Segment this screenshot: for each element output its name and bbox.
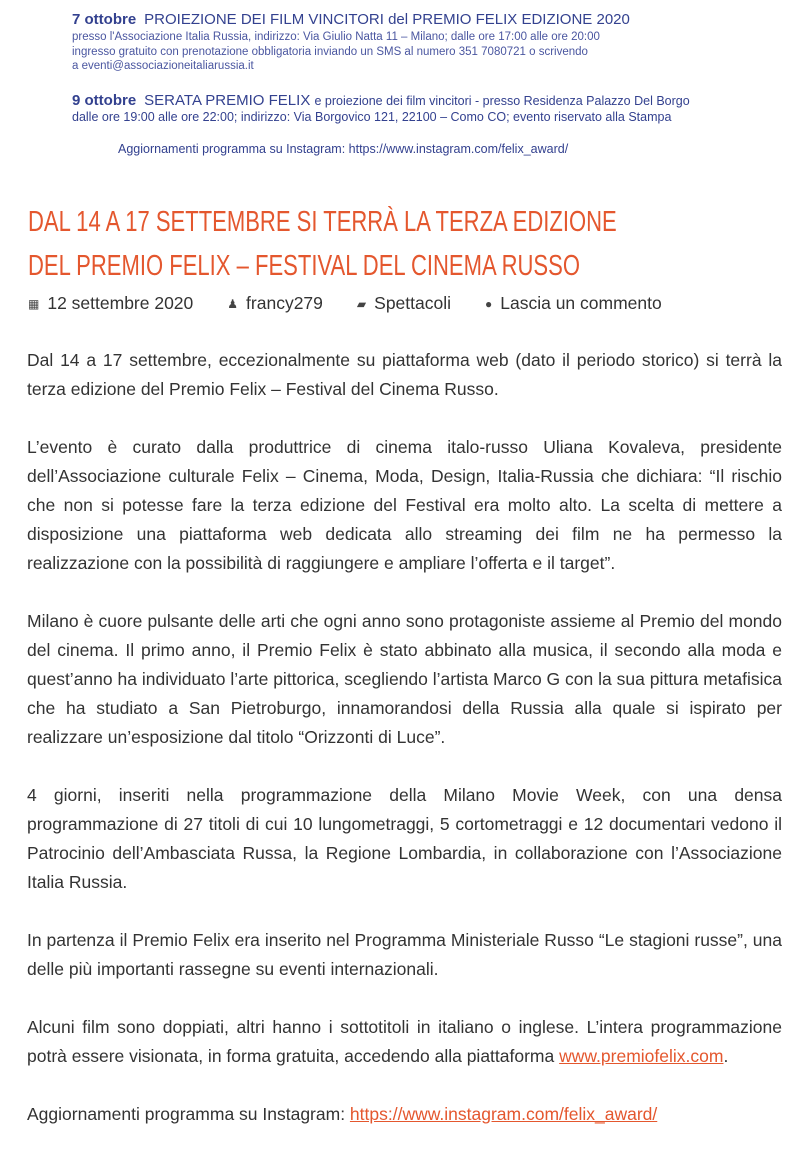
instagram-link[interactable]: https://www.instagram.com/felix_award/: [349, 1104, 658, 1124]
calendar-icon: ▦: [28, 296, 40, 311]
post-meta: [28, 293, 696, 314]
comment-icon: ●: [485, 296, 493, 311]
category-text: Spettacoli: [374, 293, 451, 313]
event-date: 9 ottobre: [72, 92, 137, 109]
post-content: [27, 346, 782, 1158]
event-desc: e proiezione dei film vincitori - presso Residenza Palazzo Del Borgo: [314, 94, 690, 108]
paragraph: Milano è cuore pulsante delle arti che ogni anno sono protagoniste assieme al Premio del mondo del cinema. Il primo anno, il Premio Felix è stato abbinato alla musica, il secondo alla moda e quest’anno ha individuato l’arte pittorica, scegliendo l’artista Marco G con la sua pittura metafisica che ha studiato a San Pietroburgo, innamorandosi della Russia alla quale si ispirato per realizzare un’esposizione dal titolo “Orizzonti di Luce”.: [27, 611, 782, 747]
event-title: PROIEZIONE DEI FILM VINCITORI del PREMIO FELIX EDIZIONE 2020: [144, 11, 630, 28]
event-date: 7 ottobre: [72, 11, 137, 28]
post-comment-link[interactable]: [485, 293, 662, 314]
post-date[interactable]: [28, 293, 193, 314]
paragraph-text: Aggiornamenti programma su Instagram:: [27, 1104, 350, 1124]
paragraph-text: .: [723, 1046, 729, 1066]
post-author[interactable]: [227, 293, 323, 314]
folder-icon: ▰: [356, 296, 367, 311]
event-1-heading: [72, 11, 630, 28]
comment-text: Lascia un commento: [500, 293, 662, 313]
event-1-line: a eventi@associazioneitaliarussia.it: [72, 60, 254, 72]
post-category[interactable]: [357, 293, 451, 314]
premiofelix-link[interactable]: www.premiofelix.com: [559, 1046, 724, 1066]
paragraph: In partenza il Premio Felix era inserito nel Programma Ministeriale Russo “Le stagioni russe”, una delle più importanti rassegne su eventi internazionali.: [27, 930, 782, 979]
post-title: [28, 200, 617, 288]
paragraph: Dal 14 a 17 settembre, eccezionalmente su piattaforma web (dato il periodo storico) si terrà la terza edizione del Premio Felix – Festival del Cinema Russo.: [27, 350, 782, 399]
paragraph: L’evento è curato dalla produttrice di cinema italo-russo Uliana Kovaleva, presidente dell’Associazione culturale Felix – Cinema, Moda, Design, Italia-Russia che dichiara: “Il rischio che non si potesse fare la terza edizione del Festival era molto alto. La scelta di mettere a disposizione una piattaforma web dedicata allo streaming dei film ne ha permesso la realizzazione con la possibilità di raggiungere e ampliare l’offerta e il target”.: [27, 437, 782, 573]
paragraph: [27, 1100, 782, 1129]
post-title-line: DAL 14 A 17 SETTEMBRE SI TERRÀ LA TERZA EDIZIONE: [28, 206, 617, 238]
paragraph: 4 giorni, inseriti nella programmazione della Milano Movie Week, con una densa programmazione di 27 titoli di cui 10 lungometraggi, 5 cortometraggi e 12 documentari vedono il Patrocinio dell’Ambasciata Russa, la Regione Lombardia, in collaborazione con l’Associazione Italia Russia.: [27, 785, 782, 892]
event-1-line: ingresso gratuito con prenotazione obbligatoria inviando un SMS al numero 351 7080721 o scrivendo: [72, 46, 588, 58]
post-title-line: DEL PREMIO FELIX – FESTIVAL DEL CINEMA RUSSO: [28, 250, 580, 282]
event-banner-image: [0, 0, 800, 170]
author-text: francy279: [246, 293, 323, 313]
event-1-line: presso l'Associazione Italia Russia, indirizzo: Via Giulio Natta 11 – Milano; dalle ore 17:00 alle ore 20:00: [72, 31, 600, 43]
event-2-heading: [72, 92, 690, 109]
paragraph-text: Alcuni film sono doppiati, altri hanno i sottotitoli in italiano o inglese. L’intera programmazione potrà essere visionata, in forma gratuita, accedendo alla piattaforma: [27, 1017, 782, 1066]
date-text: 12 settembre 2020: [47, 293, 194, 313]
user-icon: ♟: [227, 296, 239, 311]
paragraph: [27, 1013, 782, 1071]
event-title: SERATA PREMIO FELIX: [144, 92, 311, 109]
event-2-line: dalle ore 19:00 alle ore 22:00; indirizzo: Via Borgovico 121, 22100 – Como CO; evento riservato alla Stampa: [72, 110, 672, 124]
banner-instagram: Aggiornamenti programma su Instagram: https://www.instagram.com/felix_award/: [118, 142, 569, 156]
